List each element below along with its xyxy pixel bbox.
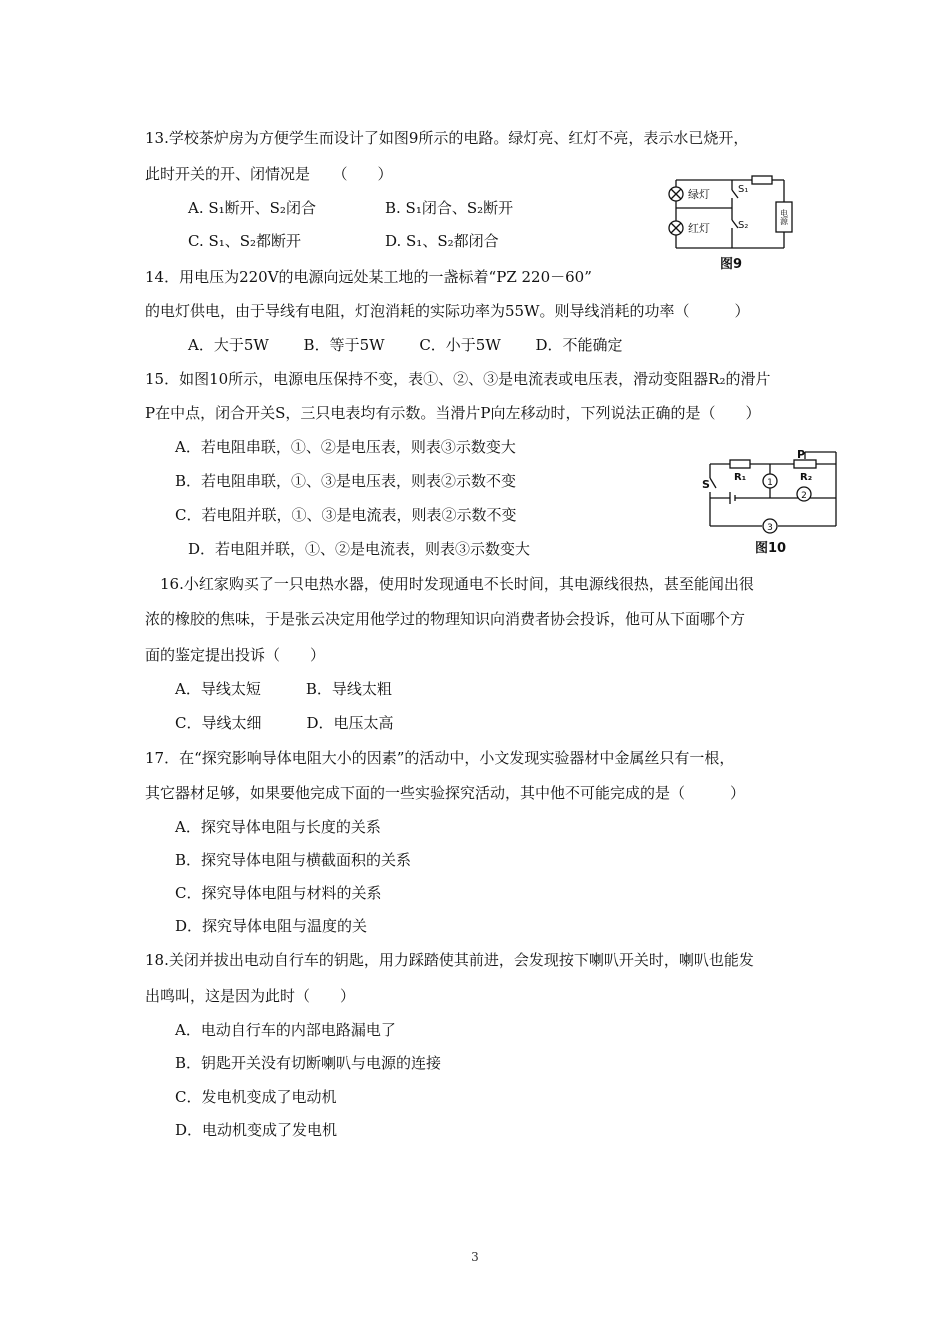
q15-option-d: D．若电阻并联，①、②是电流表，则表③示数变大 (188, 540, 531, 558)
q17-option-d: D．探究导体电阻与温度的关 (175, 917, 368, 935)
q17-option-b: B．探究导体电阻与横截面积的关系 (175, 851, 412, 869)
q15-line2: P在中点，闭合开关S，三只电表均有示数。当滑片P向左移动时，下列说法正确的是（ ） (145, 404, 761, 422)
q13-option-c: C. S₁、S₂都断开 (188, 232, 302, 250)
meter-3-label: 3 (767, 523, 773, 533)
q14-options: A．大于5W B．等于5W C．小于5W D．不能确定 (188, 336, 623, 354)
q18-option-b: B．钥匙开关没有切断喇叭与电源的连接 (175, 1054, 442, 1072)
page-number: 3 (471, 1250, 479, 1264)
figure-10-circuit (700, 448, 845, 560)
q17-line2: 其它器材足够，如果要他完成下面的一些实验探究活动，其中他不可能完成的是（ ） (145, 784, 746, 802)
figure-9-circuit (668, 168, 798, 278)
power-label: 电源 (779, 209, 789, 225)
q17-option-a: A．探究导体电阻与长度的关系 (175, 818, 381, 836)
q18-option-c: C．发电机变成了电动机 (175, 1088, 337, 1106)
q15-line1: 15．如图10所示，电源电压保持不变，表①、②、③是电流表或电压表，滑动变阻器R₂的滑片 (145, 370, 771, 388)
q13-line1: 13.学校茶炉房为方便学生而设计了如图9所示的电路。绿灯亮、红灯不亮，表示水已烧开， (145, 129, 749, 147)
q18-option-a: A．电动自行车的内部电路漏电了 (175, 1021, 396, 1039)
q14-line1: 14．用电压为220V的电源向远处某工地的一盏标着“PZ 220－60” (145, 268, 592, 286)
q15-option-c: C．若电阻并联，①、③是电流表，则表②示数不变 (175, 506, 517, 524)
figure-10 (700, 448, 845, 560)
q17-line1: 17．在“探究影响导体电阻大小的因素”的活动中，小文发现实验器材中金属丝只有一根， (145, 749, 735, 767)
q17-option-c: C．探究导体电阻与材料的关系 (175, 884, 382, 902)
q18-line2: 出鸣叫，这是因为此时（ ） (145, 987, 356, 1005)
meter-1-label: 1 (767, 478, 773, 488)
q15-option-a: A．若电阻串联，①、②是电压表，则表③示数变大 (175, 438, 516, 456)
q16-line2: 浓的橡胶的焦味，于是张云决定用他学过的物理知识向消费者协会投诉，他可从下面哪个方 (145, 610, 746, 628)
q15-option-b: B．若电阻串联，①、③是电压表，则表②示数不变 (175, 472, 517, 490)
q13-option-a: A. S₁断开、S₂闭合 (188, 199, 316, 217)
green-lamp-label: 绿灯 (688, 188, 710, 201)
q16-line1: 16.小红家购买了一只电热水器，使用时发现通电不长时间，其电源线很热，甚至能闻出很 (160, 575, 754, 593)
q18-line1: 18.关闭并拔出电动自行车的钥匙，用力踩踏使其前进，会发现按下喇叭开关时，喇叭也能发 (145, 951, 754, 969)
switch-s-label: S (702, 478, 710, 491)
meter-2-label: 2 (801, 491, 807, 501)
figure-10-caption: 图10 (755, 541, 787, 556)
q13-option-b: B. S₁闭合、S₂断开 (385, 199, 514, 217)
q14-line2: 的电灯供电，由于导线有电阻，灯泡消耗的实际功率为55W。则导线消耗的功率（ ） (145, 302, 750, 320)
red-lamp-label: 红灯 (688, 222, 710, 235)
figure-9-caption: 图9 (720, 257, 743, 272)
r2-label: R₂ (800, 472, 813, 483)
q16-line3: 面的鉴定提出投诉（ ） (145, 646, 326, 664)
s1-label: S₁ (738, 184, 749, 195)
slider-p-label: P (797, 448, 806, 461)
q16-options-cd: C．导线太细 D．电压太高 (175, 714, 394, 732)
s2-label: S₂ (738, 220, 749, 231)
q18-option-d: D．电动机变成了发电机 (175, 1121, 338, 1139)
q16-options-ab: A．导线太短 B．导线太粗 (175, 680, 392, 698)
q13-option-d: D. S₁、S₂都闭合 (385, 232, 499, 250)
r1-label: R₁ (734, 472, 747, 483)
q13-line2: 此时开关的开、闭情况是 （ ） (145, 165, 393, 183)
figure-9 (668, 168, 798, 278)
